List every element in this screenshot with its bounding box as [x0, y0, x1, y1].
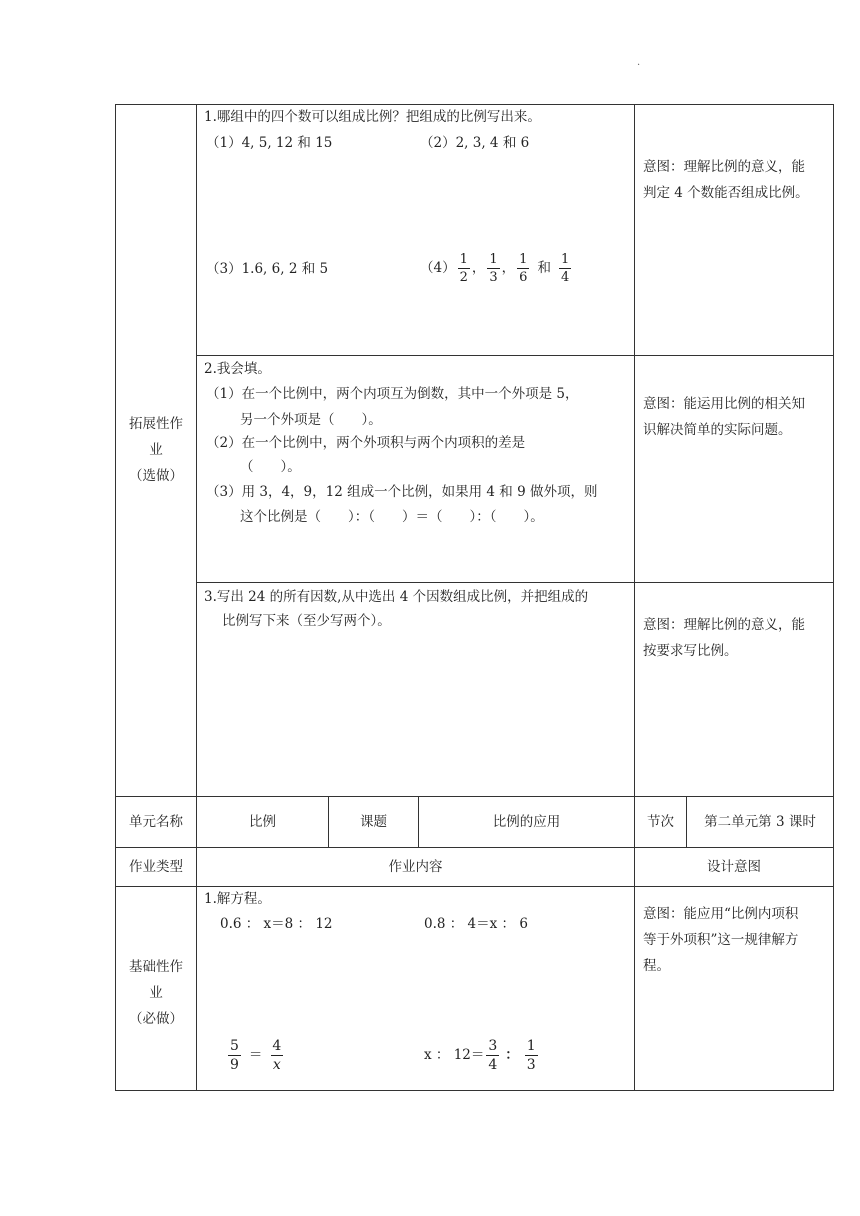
option-prefix: （4） [420, 259, 456, 276]
topic-value: 比例的应用 [492, 814, 561, 830]
q1-option-2: （2）2, 3, 4 和 6 [420, 135, 530, 151]
equation-prefix: x ： 12＝ [424, 1046, 485, 1063]
q2-intent: 意图：能运用比例的相关知 识解决简单的实际问题。 [643, 396, 805, 438]
q2-line-3b: 这个比例是（ ）：（ ）＝（ ）：（ ）。 [240, 509, 544, 525]
fraction: $\frac{1}{3}$ [489, 251, 498, 285]
lesson-label: 节次 [647, 814, 674, 830]
equation-2: 0.8 ： 4＝x ： 6 [424, 916, 528, 932]
comma: ， [501, 259, 516, 276]
topic-label: 课题 [360, 814, 387, 830]
homework-content-header: 作业内容 [388, 859, 443, 875]
basic-q1-title: 1.解方程。 [204, 891, 271, 907]
fraction: $\frac{1}{4}$ [560, 251, 570, 285]
fraction: $\frac{1}{3}$ [526, 1037, 536, 1073]
q3-intent: 意图：理解比例的意义，能 按要求写比例。 [643, 617, 805, 659]
equals-sign: ＝ [248, 1046, 263, 1063]
q1-title: 1.哪组中的四个数可以组成比例？把组成的比例写出来。 [204, 109, 541, 125]
q1-option-1: （1）4, 5, 12 和 15 [206, 135, 333, 151]
q3-line-1: 3.写出 24 的所有因数,从中选出 4 个因数组成比例，并把组成的 [204, 589, 589, 605]
category-line: 基础性作 [129, 959, 183, 975]
q1-intent: 意图：理解比例的意义，能 判定 4 个数能否组成比例。 [643, 159, 809, 201]
q1-option-4 [420, 250, 573, 286]
fraction: $\frac{1}{2}$ [459, 251, 468, 285]
fraction: $\frac{1}{6}$ [519, 251, 528, 285]
q3-line-2: 比例写下来（至少写两个）。 [222, 613, 391, 629]
q2-line-1b: 另一个外项是（ ）。 [240, 412, 382, 428]
top-mark: · [637, 60, 641, 71]
category-line: （必做） [129, 1011, 183, 1027]
homework-type-header: 作业类型 [129, 859, 183, 875]
extension-category [116, 411, 196, 489]
q2-line-1: （1）在一个比例中，两个内项互为倒数，其中一个外项是 5， [206, 386, 579, 402]
q1-option-3: （3）1.6, 6, 2 和 5 [206, 261, 329, 277]
q2-line-3: （3）用 3，4，9，12 组成一个比例，如果用 4 和 9 做外项，则 [206, 484, 598, 500]
and-word: 和 [537, 259, 551, 276]
category-line: 业 [149, 442, 163, 458]
lesson-value: 第二单元第 3 课时 [704, 814, 816, 830]
unit-name-label: 单元名称 [129, 814, 183, 830]
q2-line-2b: （ ）。 [240, 459, 301, 475]
category-line: 拓展性作 [129, 416, 183, 432]
basic-category [116, 954, 196, 1032]
equation-3 [226, 1035, 285, 1075]
q2-title: 2.我会填。 [204, 361, 271, 377]
fraction: $\frac{5}{9}$ [230, 1037, 239, 1073]
fraction: $\frac{4}{x}$ [272, 1037, 282, 1073]
comma: ， [471, 259, 486, 276]
fraction: $\frac{3}{4}$ [488, 1037, 498, 1073]
unit-name-value: 比例 [249, 814, 276, 830]
basic-q1-intent: 意图：能应用“比例内项积 等于外项积”这一规律解方 程。 [643, 906, 799, 974]
category-line: （选做） [129, 468, 183, 484]
design-intent-header: 设计意图 [707, 859, 761, 875]
equation-4 [424, 1035, 540, 1075]
equation-1: 0.6 ： x＝8 ： 12 [220, 916, 333, 932]
category-line: 业 [149, 985, 163, 1001]
q2-line-2: （2）在一个比例中，两个外项积与两个内项积的差是 [206, 435, 526, 451]
ratio-colon: ： [505, 1046, 519, 1063]
